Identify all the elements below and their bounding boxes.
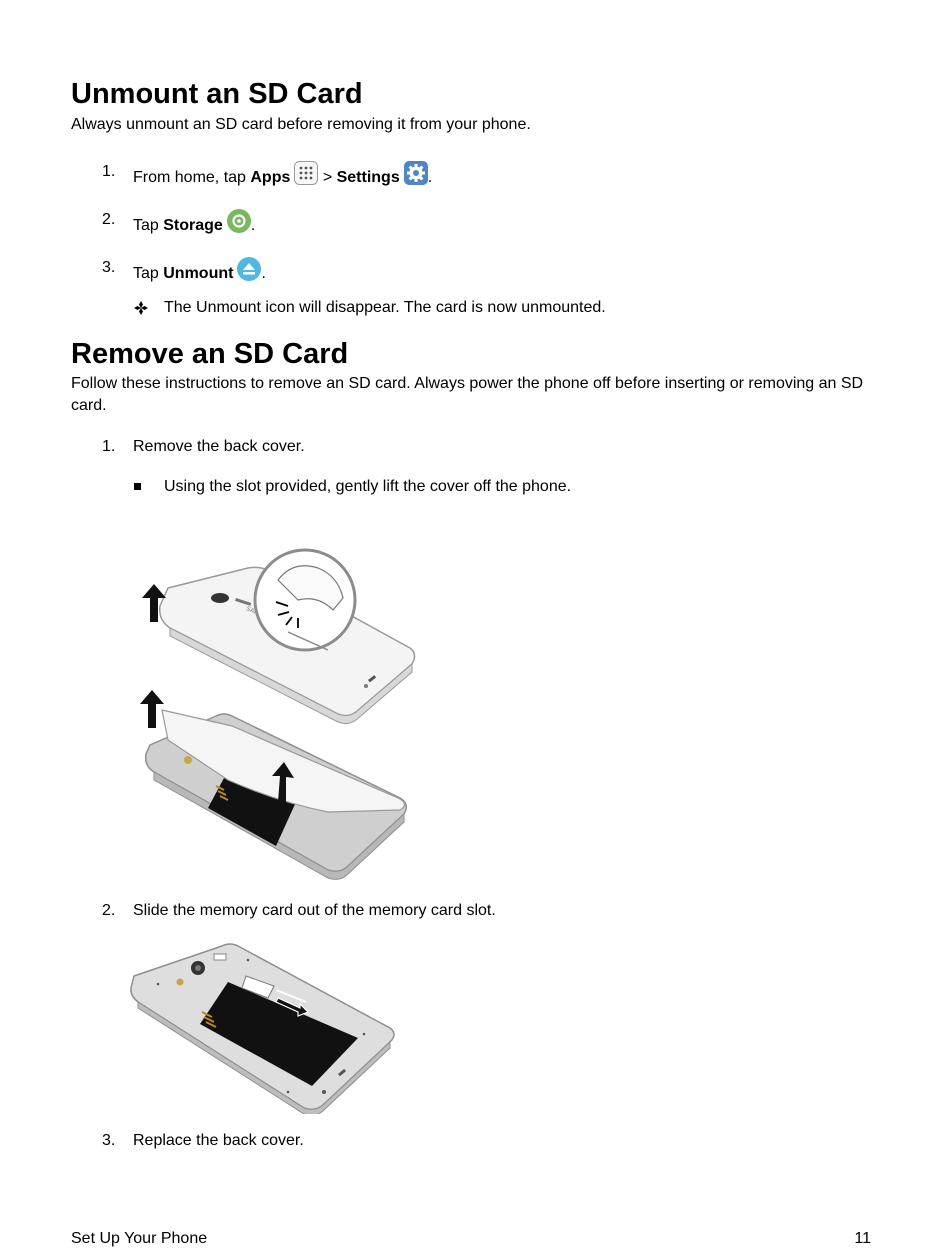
- settings-label: Settings: [336, 169, 400, 186]
- step-number: 3.: [102, 1132, 116, 1149]
- unmount-label: Unmount: [163, 265, 234, 282]
- phone-open-illustration: [140, 690, 406, 879]
- step-number: 3.: [102, 259, 116, 276]
- step-text: From home, tap: [133, 169, 251, 186]
- section-heading-remove: Remove an SD Card: [71, 338, 349, 370]
- step-number: 1.: [102, 438, 116, 455]
- step-text: Tap: [133, 265, 164, 282]
- eject-icon: [237, 257, 261, 281]
- settings-gear-icon: [404, 161, 428, 185]
- step-text: Remove the back cover.: [133, 438, 305, 455]
- storage-label: Storage: [163, 217, 223, 234]
- sub-bullet-text: Using the slot provided, gently lift the cover off the phone.: [164, 478, 572, 495]
- back-cover-removal-illustration: [128, 540, 428, 885]
- step-text: Slide the memory card out of the memory card slot.: [133, 902, 496, 919]
- page-number: 11: [854, 1230, 871, 1247]
- step-number: 2.: [102, 211, 116, 228]
- apps-label: Apps: [250, 169, 291, 186]
- memory-card-slot-illustration: [128, 942, 398, 1114]
- storage-icon: [227, 209, 251, 233]
- section-heading-unmount: Unmount an SD Card: [71, 78, 363, 110]
- apps-grid-icon: [294, 161, 318, 185]
- unmount-intro: Always unmount an SD card before removing it from your phone.: [71, 116, 531, 133]
- square-bullet-icon: [134, 476, 142, 491]
- step-number: 1.: [102, 163, 116, 180]
- remove-intro: Follow these instructions to remove an SD card. Always power the phone off before inserting or removing an SD card.: [71, 375, 864, 414]
- step-text: Tap: [133, 217, 164, 234]
- step-text: Replace the back cover.: [133, 1132, 304, 1149]
- phone-back-illustration: [142, 550, 415, 724]
- footer-section-title: Set Up Your Phone: [71, 1230, 208, 1247]
- diamond-bullet-icon: [134, 297, 148, 315]
- note-text: The Unmount icon will disappear. The card is now unmounted.: [164, 299, 606, 316]
- step-number: 2.: [102, 902, 116, 919]
